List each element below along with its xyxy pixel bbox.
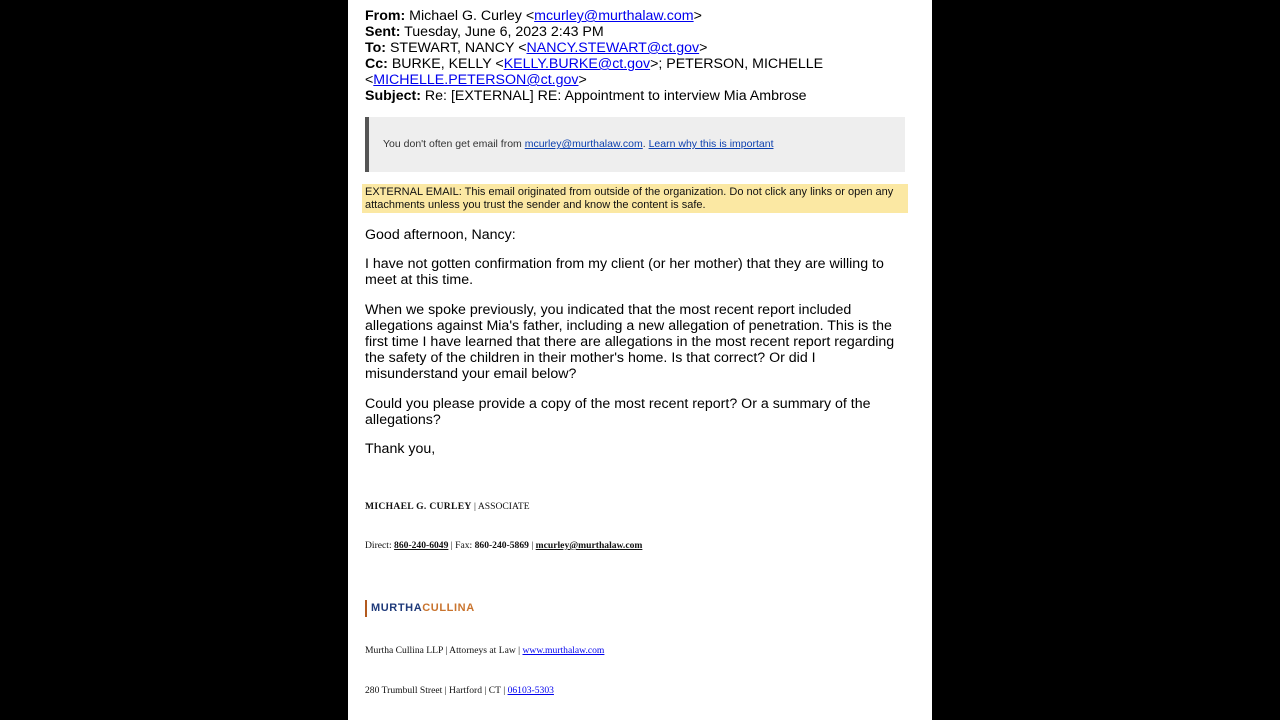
paragraph-3: Could you please provide a copy of the most recent report? Or a summary of the allegations?	[365, 396, 871, 428]
to-name: STEWART, NANCY <	[389, 40, 527, 56]
sent-line	[365, 24, 604, 40]
fax-phone: 860-240-5869	[474, 540, 529, 551]
signature-contact-line	[365, 540, 642, 551]
zip-link[interactable]: 06103-5303	[507, 685, 554, 696]
contact-sep: |	[528, 540, 536, 551]
to-email-link[interactable]: NANCY.STEWART@ct.gov	[526, 40, 700, 56]
email-page	[348, 0, 932, 720]
from-line	[365, 8, 702, 24]
direct-label: Direct:	[365, 540, 395, 551]
greeting: Good afternoon, Nancy:	[365, 227, 516, 243]
cc-line	[365, 56, 823, 72]
from-label: From:	[365, 8, 406, 24]
direct-phone-link[interactable]: 860-240-6049	[394, 540, 449, 551]
firm-text: Murtha Cullina LLP | Attorneys at Law |	[365, 645, 523, 656]
fax-label: | Fax:	[448, 540, 475, 551]
cc-mid: >; PETERSON, MICHELLE	[650, 56, 824, 72]
subject-label: Subject:	[365, 88, 421, 104]
signature-name: MICHAEL G. CURLEY	[365, 501, 472, 512]
notice-prefix: You don't often get email from	[383, 138, 525, 150]
paragraph-1: I have not gotten confirmation from my client (or her mother) that they are willing to meet at this time.	[365, 256, 884, 288]
address-text: 280 Trumbull Street | Hartford | CT |	[365, 685, 508, 696]
cc-close-2: >	[578, 72, 587, 88]
sent-value: Tuesday, June 6, 2023 2:43 PM	[404, 24, 604, 40]
logo-part-2: CULLINA	[422, 602, 475, 614]
external-email-warning	[362, 184, 908, 213]
signature-name-line	[365, 501, 530, 512]
sent-label: Sent:	[365, 24, 401, 40]
sender-notice-text	[383, 138, 773, 150]
subject-line	[365, 88, 807, 104]
subject-value: Re: [EXTERNAL] RE: Appointment to interview Mia Ambrose	[424, 88, 807, 104]
from-email-link[interactable]: mcurley@murthalaw.com	[534, 8, 694, 24]
signature-email-link[interactable]: mcurley@murthalaw.com	[535, 540, 643, 551]
paragraph-2: When we spoke previously, you indicated that the most recent report included allegations against Mia's father, including a new allegation of penetration. This is the first time I have learned that there are allegations in the most recent report regarding the safety of the children in their mother's home. Is that correct? Or did I misunderstand your email below?	[365, 302, 895, 382]
cc-email-link-2[interactable]: MICHELLE.PETERSON@ct.gov	[373, 72, 579, 88]
to-line	[365, 40, 707, 56]
firm-line	[365, 645, 604, 656]
cc-open-2: <	[365, 72, 374, 88]
learn-why-link[interactable]: Learn why this is important	[648, 138, 774, 150]
cc-email-link-1[interactable]: KELLY.BURKE@ct.gov	[503, 56, 651, 72]
notice-email-link[interactable]: mcurley@murthalaw.com	[524, 138, 643, 150]
cc-line-2	[365, 72, 587, 88]
cc-label: Cc:	[365, 56, 388, 72]
to-label: To:	[365, 40, 387, 56]
to-close: >	[699, 40, 708, 56]
cc-name-1: BURKE, KELLY <	[391, 56, 504, 72]
signature-title: | ASSOCIATE	[471, 501, 530, 512]
notice-dot: .	[642, 138, 649, 150]
closing: Thank you,	[365, 441, 436, 457]
murtha-cullina-logo	[365, 600, 475, 617]
logo-part-1: MURTHA	[371, 602, 423, 614]
sender-notice-banner	[365, 117, 905, 172]
from-close: >	[693, 8, 702, 24]
firm-url-link[interactable]: www.murthalaw.com	[522, 645, 605, 656]
from-name: Michael G. Curley <	[409, 8, 535, 24]
external-warning-text: EXTERNAL EMAIL: This email originated from outside of the organization. Do not click any links or open any attachments unless you trust the sender and know the content is safe.	[365, 186, 894, 211]
address-line	[365, 685, 554, 696]
